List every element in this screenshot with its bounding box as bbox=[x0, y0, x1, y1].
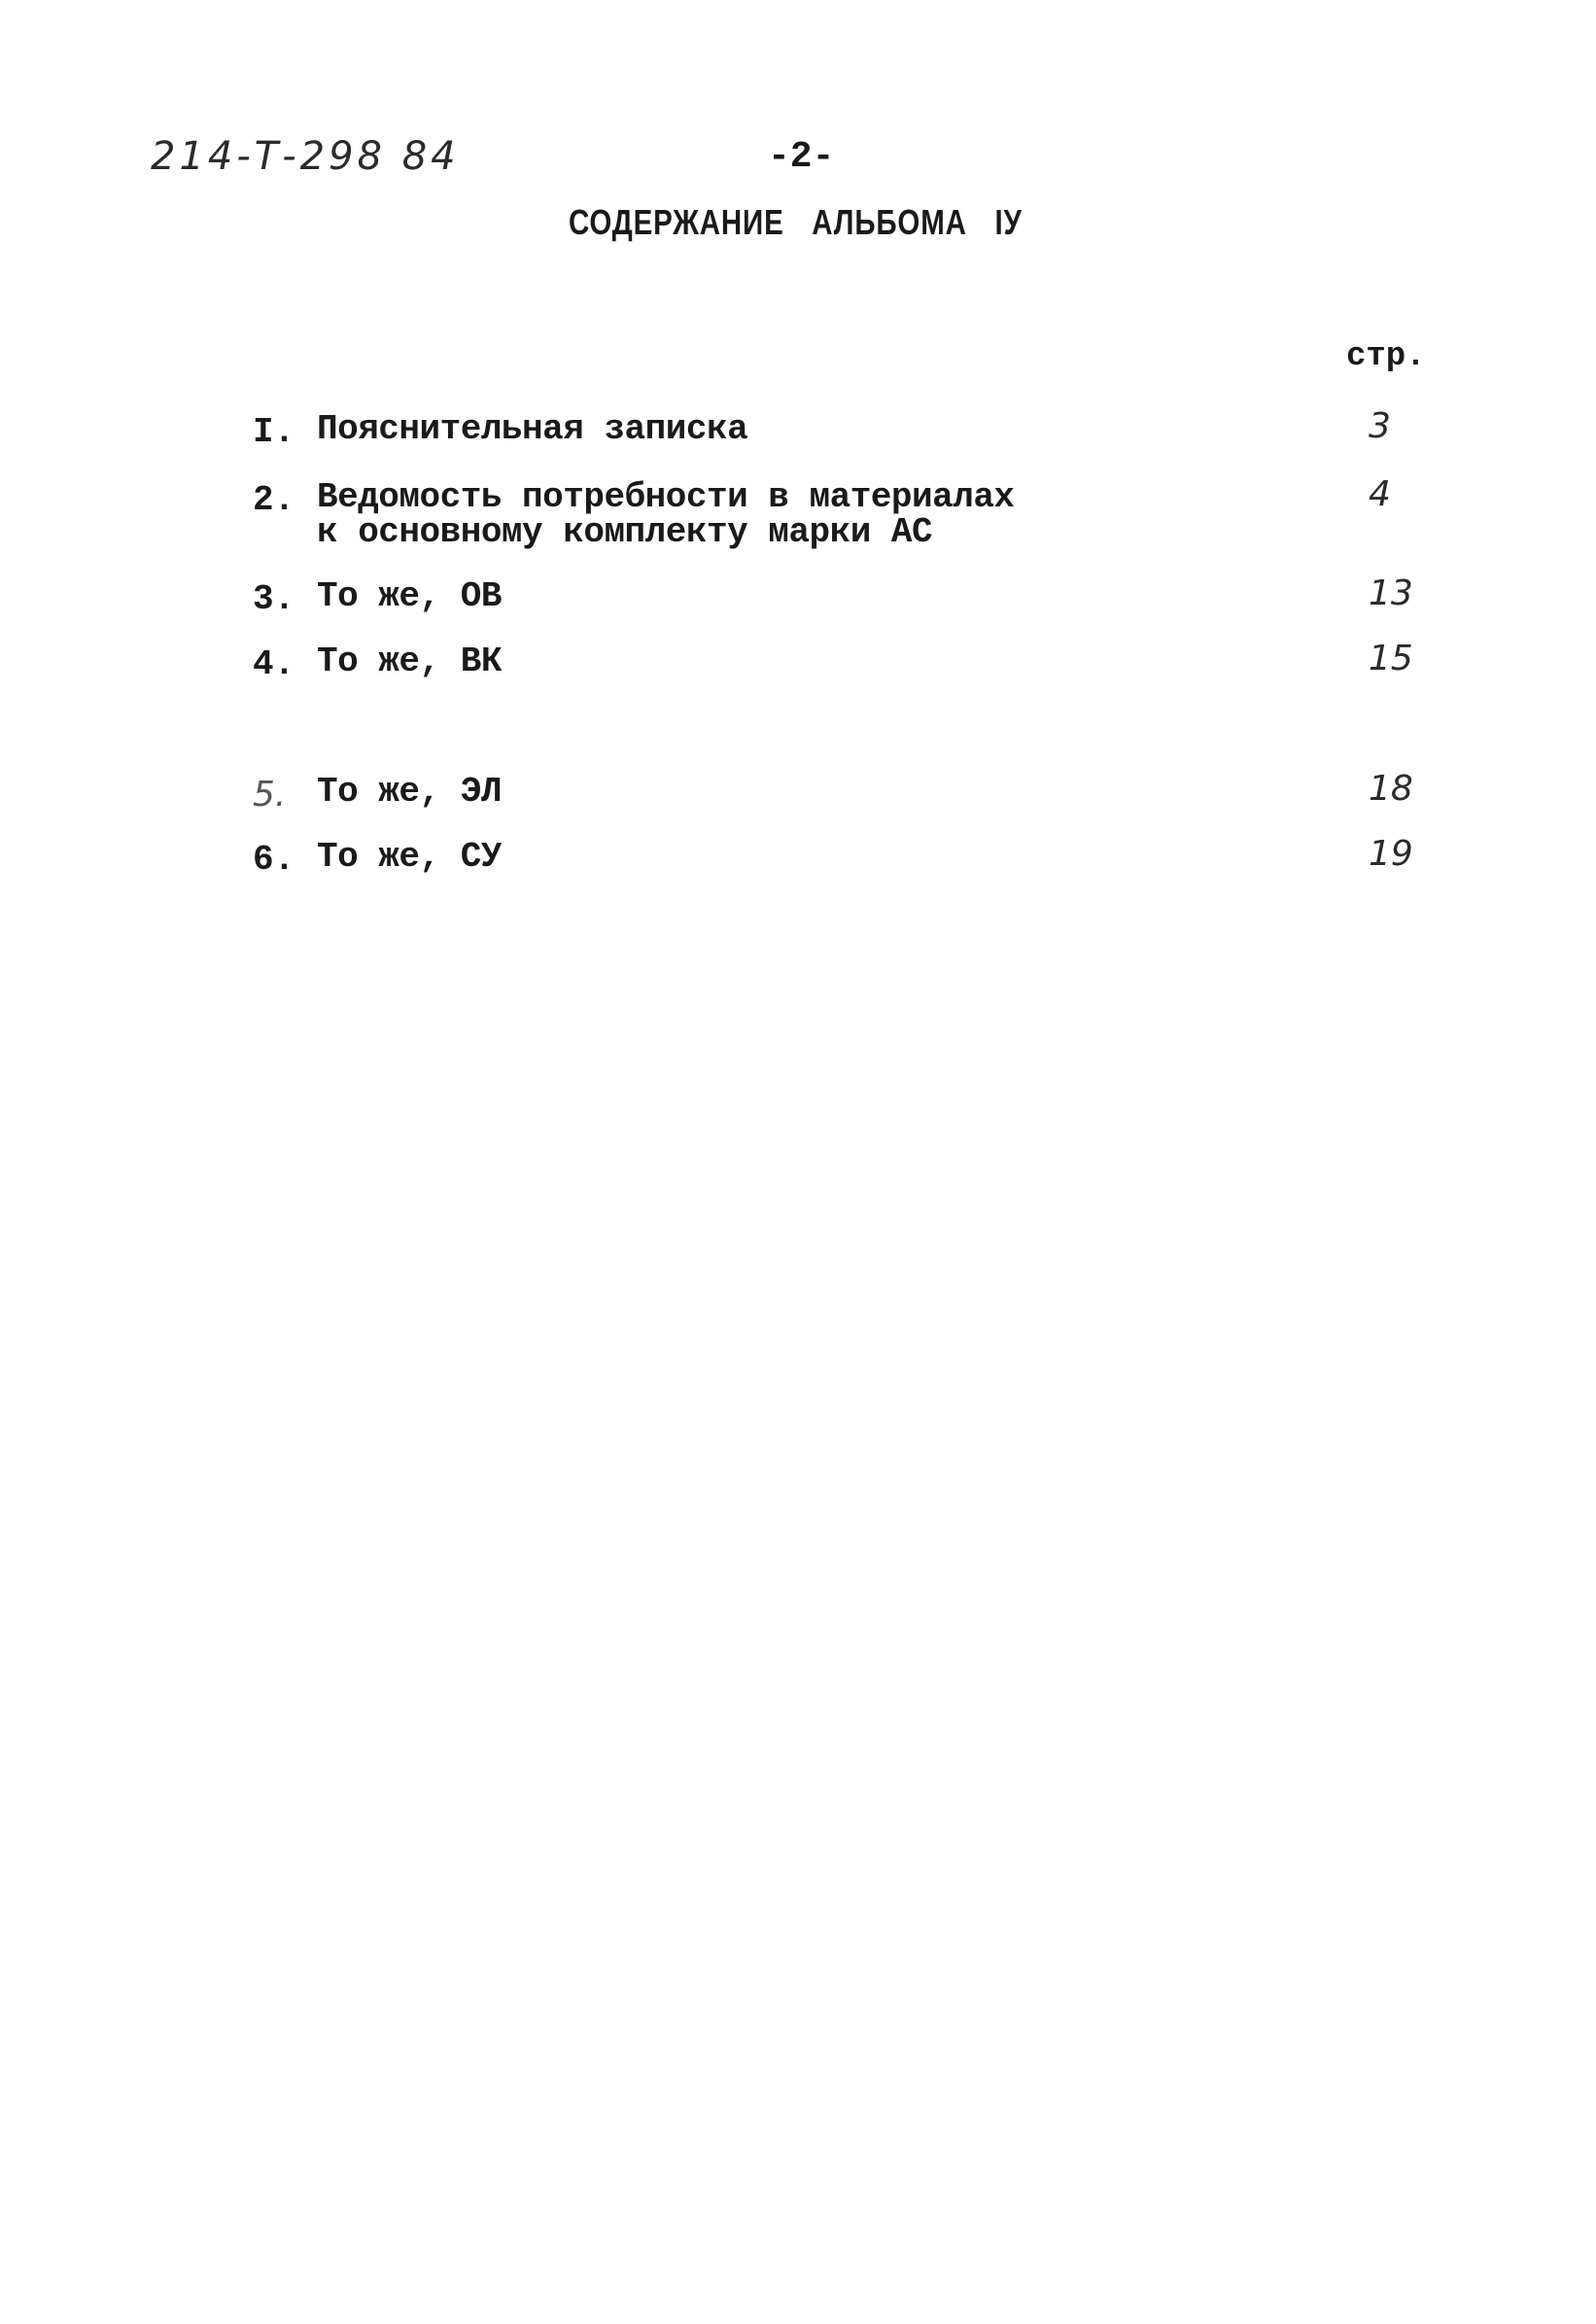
toc-item-number: 5. bbox=[253, 775, 287, 815]
toc-item-text: Пояснительная записка bbox=[317, 409, 748, 449]
toc-item-page: 13 bbox=[1369, 573, 1413, 613]
page-number: -2- bbox=[768, 136, 835, 178]
toc-item-page: 15 bbox=[1369, 639, 1413, 678]
document-code: 214-Т-298 84 bbox=[151, 134, 460, 179]
toc-item-number: 6. bbox=[253, 840, 295, 880]
toc-item-number: 4. bbox=[253, 644, 295, 684]
toc-item-number: 2. bbox=[253, 480, 295, 520]
toc-item-text: То же, ВК bbox=[317, 642, 502, 681]
toc-item-page: 3 bbox=[1369, 406, 1391, 446]
toc-item-text: Ведомость потребности в материалах к основному комплекту марки АС bbox=[317, 477, 1015, 552]
toc-item-number: 3. bbox=[253, 579, 295, 619]
toc-item-page: 19 bbox=[1369, 834, 1413, 874]
page-title: СОДЕРЖАНИЕ АЛЬБОМА IУ bbox=[569, 202, 1023, 242]
toc-item-page: 18 bbox=[1369, 769, 1413, 809]
toc-item-text: То же, ЭЛ bbox=[317, 772, 502, 812]
toc-item-page: 4 bbox=[1369, 474, 1391, 514]
toc-item-text: То же, ОВ bbox=[317, 576, 502, 616]
page-column-label: стр. bbox=[1346, 338, 1426, 375]
toc-item-text: То же, СУ bbox=[317, 837, 502, 877]
toc-item-number: I. bbox=[253, 412, 295, 452]
